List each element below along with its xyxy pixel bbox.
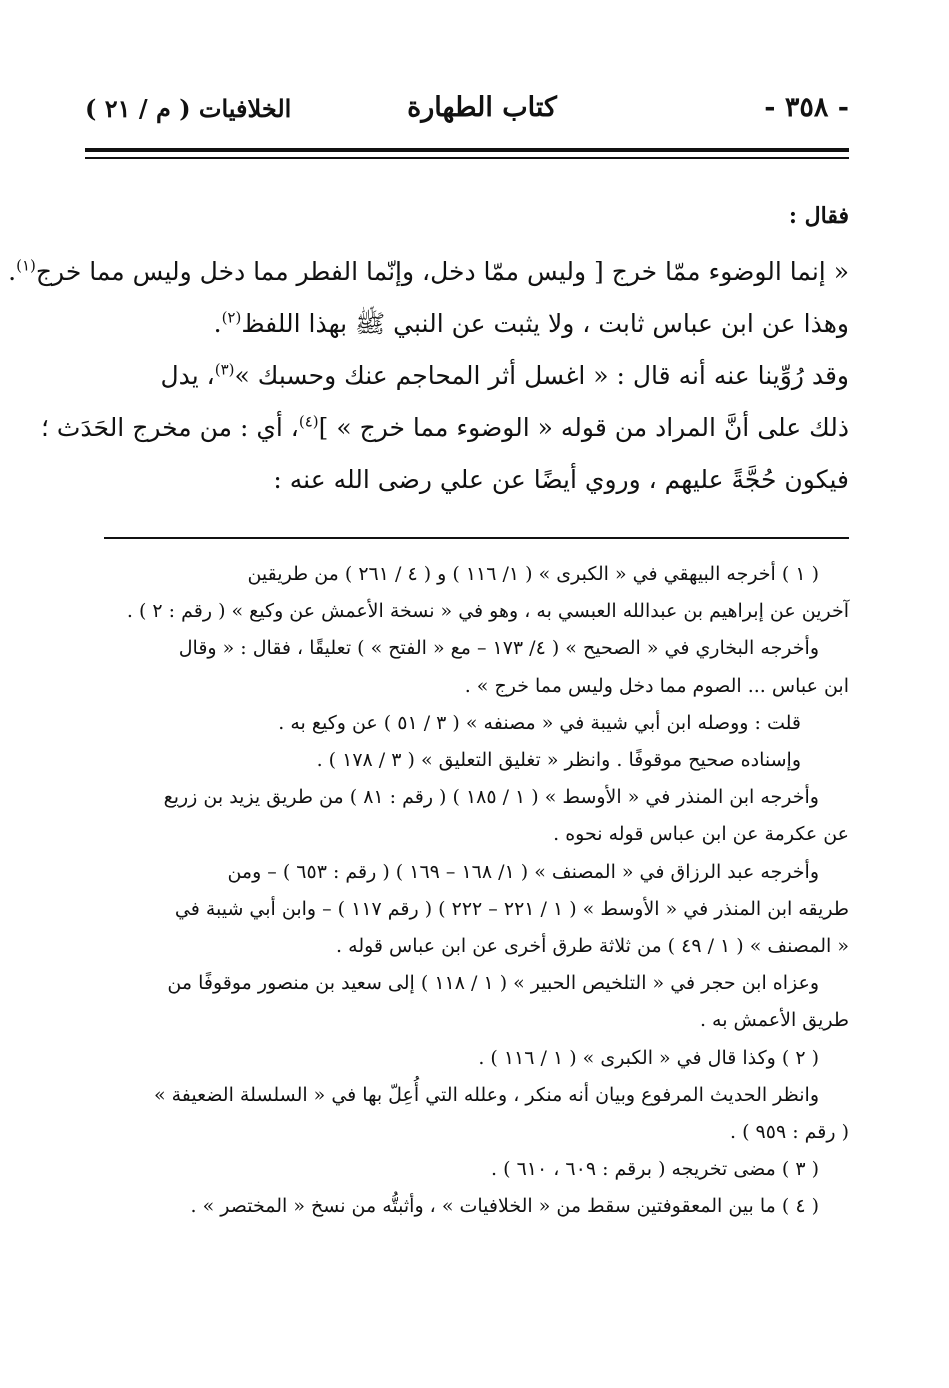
footnote-line: « المصنف » ( ١ / ٤٩ ) من ثلاثة طرق أخرى عن ابن عباس قوله .: [336, 935, 849, 958]
footnote-line: ابن عباس ... الصوم مما دخل وليس مما خرج » .: [464, 674, 849, 697]
footnote-line: ( ٢ ) وكذا قال في « الكبرى » ( ١ / ١١٦ ) .: [478, 1046, 819, 1069]
footnote-separator: [104, 537, 849, 539]
main-line-3-text: وقد رُوِّينا عنه أنه قال : « اغسل أثر المحاجم عنك وحسبك »: [234, 361, 849, 390]
main-text: [8, 190, 849, 506]
footnote-ref-3[interactable]: (٣): [214, 360, 235, 379]
footnote-ref-4[interactable]: (٤): [298, 412, 319, 431]
footnote-line: وأخرجه البخاري في « الصحيح » ( ٤/ ١٧٣ – مع « الفتح » ) تعليقًا ، فقال : « وقال: [178, 637, 819, 660]
footnote-line: ( ٤ ) ما بين المعقوفتين سقط من « الخلافيات » ، وأثبتُّه من نسخ « المختصر » .: [190, 1195, 819, 1218]
main-line-1-text: « إنما الوضوء ممّا خرج [ وليس ممّا دخل، وإنّما الفطر مما دخل وليس مما خرج: [35, 257, 849, 286]
footnote-line: وانظر الحديث المرفوع وبيان أنه منكر ، وعلله التي أُعِلّ بها في « السلسلة الضعيفة »: [153, 1083, 819, 1106]
book-title: كتاب الطهارة: [407, 92, 557, 123]
footnotes: [80, 556, 849, 1226]
main-line-4: [41, 402, 849, 454]
footnote-line: ( رقم : ٩٥٩ ) .: [730, 1121, 849, 1144]
series-title: الخلافيات ( م / ٢١ ): [85, 94, 292, 123]
main-line-1: [8, 246, 849, 298]
footnote-line: ( ١ ) أخرجه البيهقي في « الكبرى » ( ١/ ١١٦ ) و ( ٤ / ٢٦١ ) من طريقين: [247, 563, 819, 585]
footnote-line: قلت : ووصله ابن أبي شيبة في « مصنفه » ( ٣ / ٥١ ) عن وكيع به .: [278, 711, 801, 734]
footnote-line: وأخرجه عبد الرزاق في « المصنف » ( ١/ ١٦٨ – ١٦٩ ) ( رقم : ٦٥٣ ) – ومن: [227, 860, 819, 883]
main-line-1-tail: .: [8, 257, 17, 286]
intro-line: فقال :: [788, 203, 849, 229]
footnote-line: عن عكرمة عن ابن عباس قوله نحوه .: [553, 823, 849, 846]
page-header: [85, 92, 849, 138]
header-rule-thick: [85, 148, 849, 152]
footnote-line: وأخرجه ابن المنذر في « الأوسط » ( ١ / ١٨٥ ) ( رقم : ٨١ ) من طريق يزيد بن زريع: [163, 786, 819, 809]
main-line-5: فيكون حُجَّةً عليهم ، وروي أيضًا عن علي رضى الله عنه :: [273, 465, 849, 494]
page-number: - ٣٥٨ -: [764, 92, 849, 123]
footnote-line: ( ٣ ) مضى تخريجه ( برقم : ٦٠٩ ، ٦١٠ ) .: [491, 1158, 819, 1181]
main-line-3: [80, 350, 849, 402]
footnote-line: آخرين عن إبراهيم بن عبدالله العبسي به ، وهو في « نسخة الأعمش عن وكيع » ( رقم : ٢ ) .: [126, 600, 849, 623]
main-line-3-tail: ، يدل: [160, 361, 215, 390]
main-line-2-tail: .: [213, 309, 222, 338]
footnote-line: وعزاه ابن حجر في « التلخيص الحبير » ( ١ / ١١٨ ) إلى سعيد بن منصور موقوفًا من: [167, 972, 819, 995]
footnote-line: طريقه ابن المنذر في « الأوسط » ( ١ / ٢٢١ – ٢٢٢ ) ( رقم ١١٧ ) – وابن أبي شيبة في: [174, 897, 849, 920]
footnote-line: وإسناده صحيح موقوفًا . وانظر « تغليق التعليق » ( ٣ / ١٧٨ ) .: [316, 749, 801, 772]
footnote-line: طريق الأعمش به .: [699, 1009, 849, 1032]
header-rule-thin: [85, 157, 849, 159]
main-line-4-tail: ، أي : من مخرج الحَدَث ؛: [41, 413, 299, 442]
main-line-4-text: ذلك على أنَّ المراد من قوله « الوضوء مما خرج » ]: [318, 413, 849, 442]
main-line-2-text: وهذا عن ابن عباس ثابت ، ولا يثبت عن النبي ﷺ بهذا اللفظ: [241, 309, 849, 338]
footnote-ref-2[interactable]: (٢): [221, 308, 242, 327]
main-line-2: [80, 298, 849, 350]
footnote-ref-1[interactable]: (١): [16, 256, 36, 275]
